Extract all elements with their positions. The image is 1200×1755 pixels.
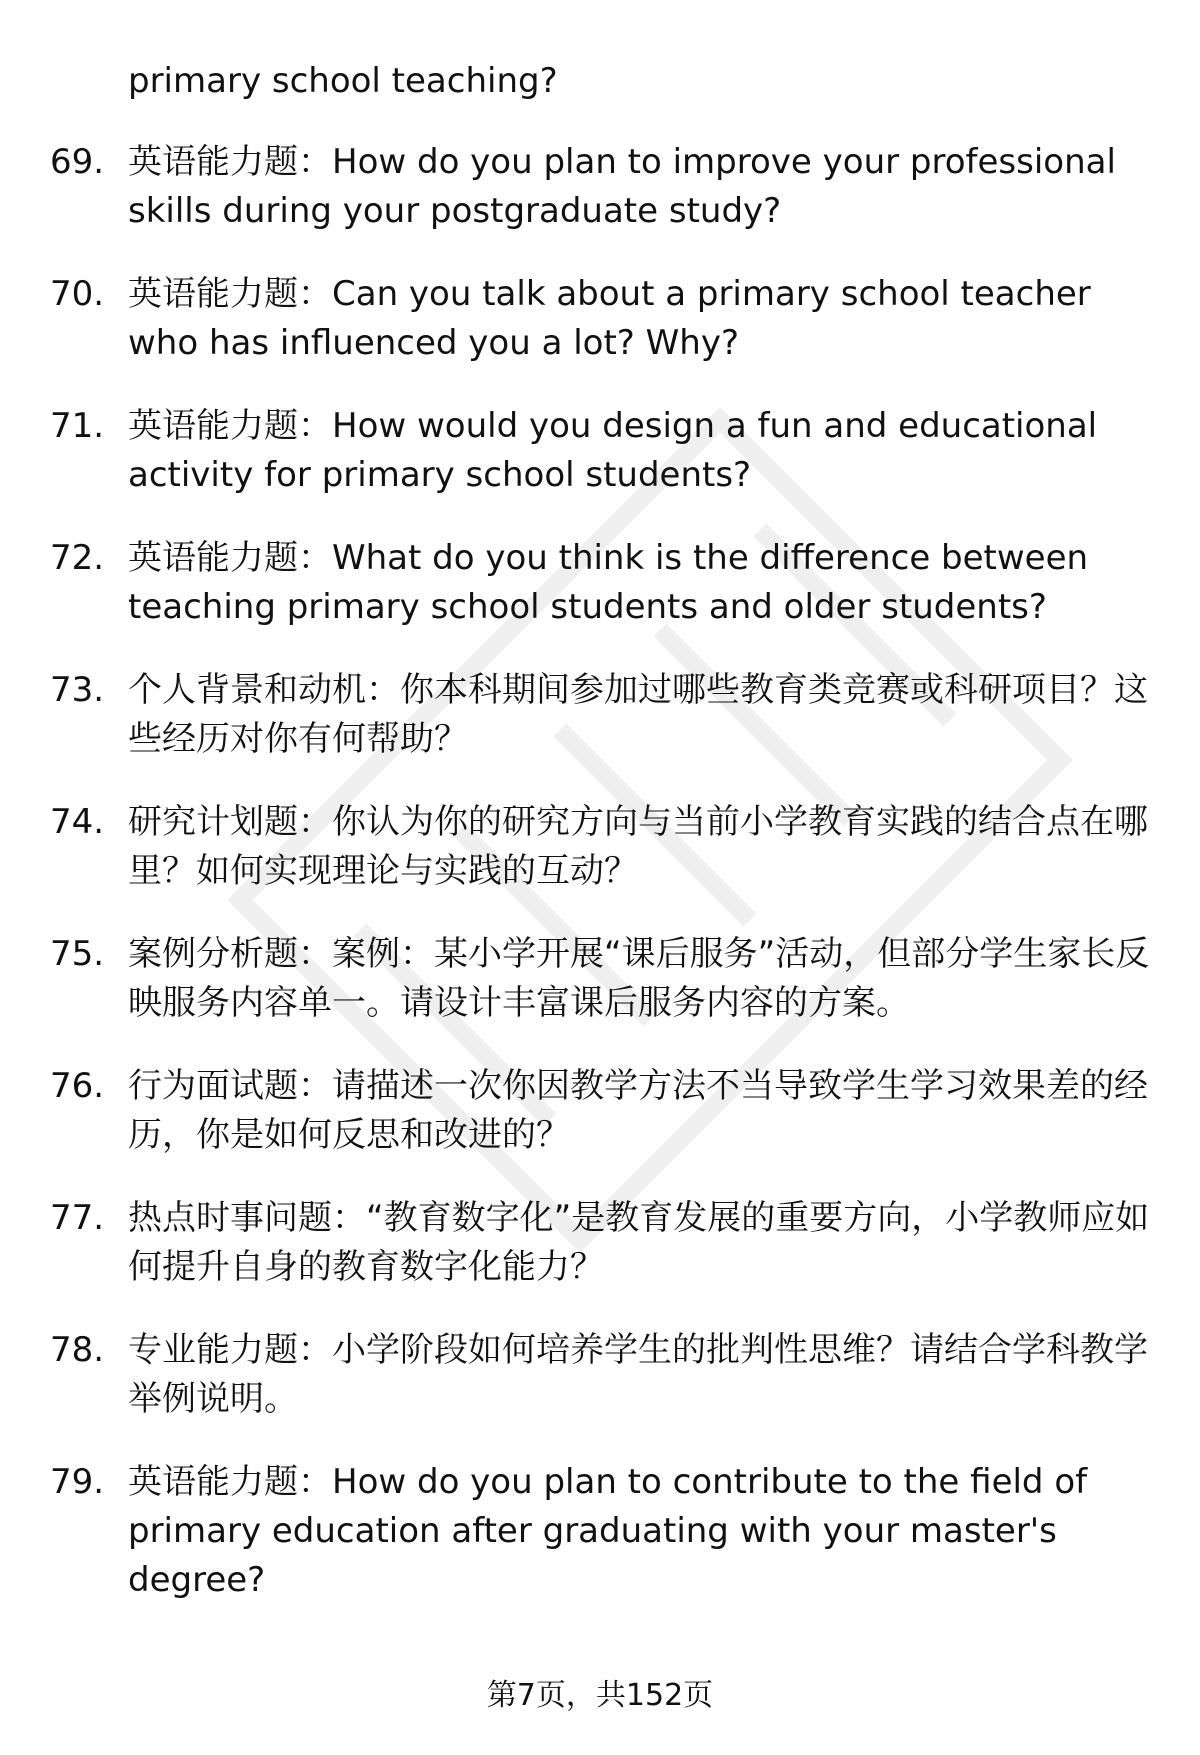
question-item-74	[50, 798, 1160, 896]
question-text: 英语能力题：How would you design a fun and educational activity for primary school students?	[128, 406, 1098, 495]
question-item-75	[50, 930, 1160, 1028]
question-list	[50, 138, 1160, 1639]
question-number: 78.	[50, 1330, 105, 1370]
question-item-72	[50, 534, 1160, 632]
question-text: 热点时事问题：“教育数字化”是教育发展的重要方向，小学教师应如何提升自身的教育数字化能力？	[128, 1198, 1150, 1287]
question-text: 行为面试题：请描述一次你因教学方法不当导致学生学习效果差的经历，你是如何反思和改进的？	[128, 1066, 1148, 1155]
question-item-69	[50, 138, 1160, 236]
question-item-76	[50, 1062, 1160, 1160]
question-text: 英语能力题：How do you plan to improve your professional skills during your postgraduate study?	[128, 142, 1116, 231]
question-number: 74.	[50, 802, 105, 842]
question-number: 72.	[50, 538, 105, 578]
question-number: 70.	[50, 274, 105, 314]
question-number: 79.	[50, 1462, 105, 1502]
question-item-78	[50, 1326, 1160, 1424]
question-text: 案例分析题：案例：某小学开展“课后服务”活动，但部分学生家长反映服务内容单一。请设计丰富课后服务内容的方案。	[128, 934, 1150, 1023]
question-number: 71.	[50, 406, 105, 446]
continued-question-text: primary school teaching?	[128, 61, 558, 101]
question-item-73	[50, 666, 1160, 764]
question-item-71	[50, 402, 1160, 500]
question-item-79	[50, 1458, 1160, 1605]
question-number: 76.	[50, 1066, 105, 1106]
question-text: 英语能力题：Can you talk about a primary school teacher who has influenced you a lot? Why?	[128, 274, 1091, 363]
question-item-70	[50, 270, 1160, 368]
question-number: 75.	[50, 934, 105, 974]
question-text: 个人背景和动机：你本科期间参加过哪些教育类竞赛或科研项目？这些经历对你有何帮助？	[128, 670, 1148, 759]
question-text: 英语能力题：What do you think is the difference between teaching primary school students and older students?	[128, 538, 1089, 627]
question-number: 73.	[50, 670, 105, 710]
question-number: 69.	[50, 142, 105, 182]
question-number: 77.	[50, 1198, 105, 1238]
question-text: 英语能力题：How do you plan to contribute to the field of primary education after graduating with your master's degree?	[128, 1462, 1088, 1600]
question-text: 专业能力题：小学阶段如何培养学生的批判性思维？请结合学科教学举例说明。	[128, 1330, 1148, 1419]
page-footer: 第7页，共152页	[486, 1678, 714, 1713]
question-text: 研究计划题：你认为你的研究方向与当前小学教育实践的结合点在哪里？如何实现理论与实践的互动？	[128, 802, 1148, 891]
question-item-77	[50, 1194, 1160, 1292]
